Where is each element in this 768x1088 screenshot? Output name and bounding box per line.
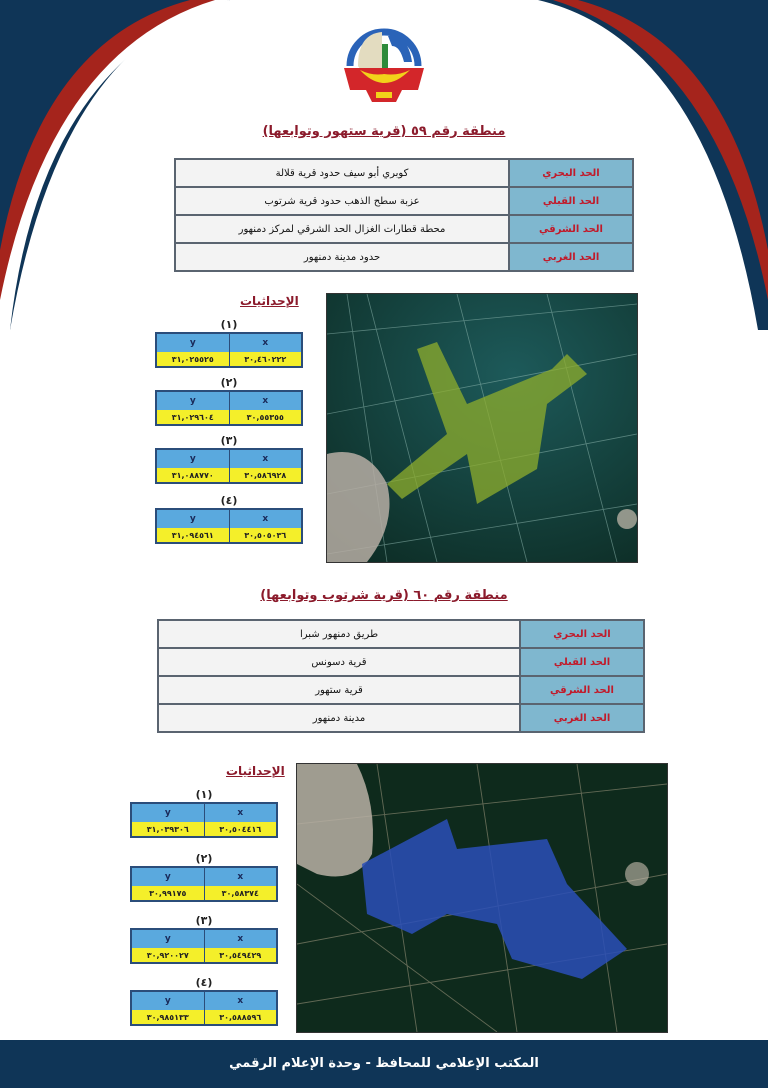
governorate-emblem-icon: [338, 16, 430, 106]
boundary-value: قرية ستهور: [158, 676, 520, 704]
y-value: ٣١,٠٢٥٥٢٥: [156, 352, 229, 367]
x-header: x: [204, 803, 277, 822]
x-header: x: [204, 929, 277, 948]
x-value: ٣٠,٤٦٠٢٢٢: [229, 352, 302, 367]
coordinates-title: الإحداثيات: [240, 294, 299, 308]
x-value: ٣٠,٥٨٦٩٢٨: [229, 468, 302, 483]
x-value: ٣٠,٥٠٤٤١٦: [204, 822, 277, 837]
y-header: y: [156, 509, 229, 528]
coordinate-index: (٣): [220, 434, 238, 447]
x-header: x: [204, 991, 277, 1010]
boundary-label: الحد الشرقي: [520, 676, 644, 704]
zone-title: منطقة رقم ٥٩ (قرية ستهور وتوابعها): [262, 124, 506, 139]
y-value: ٣١,٠٨٨٧٧٠: [156, 468, 229, 483]
coordinate-index: (٤): [195, 976, 213, 989]
boundary-value: كوبري أبو سيف حدود قرية قلالة: [175, 159, 509, 187]
y-value: ٣٠,٩٨٥١٣٣: [131, 1010, 204, 1025]
satellite-map-zone-60: [296, 763, 668, 1033]
x-value: ٣٠,٥٤٩٤٢٩: [204, 948, 277, 963]
x-value: ٣٠,٥٨٨٥٩٦: [204, 1010, 277, 1025]
table-row: [175, 215, 633, 243]
coordinate-index: (١): [195, 788, 213, 801]
table-row: [175, 159, 633, 187]
coordinate-block: [130, 976, 278, 1026]
x-header: x: [204, 867, 277, 886]
boundary-label: الحد الغربي: [509, 243, 633, 271]
boundary-value: مدينة دمنهور: [158, 704, 520, 732]
coordinate-index: (٢): [195, 852, 213, 865]
coordinate-index: (١): [220, 318, 238, 331]
table-row: [158, 676, 644, 704]
boundary-label: الحد القبلي: [509, 187, 633, 215]
table-row: [158, 648, 644, 676]
x-header: x: [229, 391, 302, 410]
boundary-value: عزبة سطح الذهب حدود قرية شرتوب: [175, 187, 509, 215]
y-value: ٣٠,٩٢٠٠٢٧: [131, 948, 204, 963]
x-value: ٣٠,٥٨٣٧٤: [204, 886, 277, 901]
y-value: ٣١,٠٩٤٥٦١: [156, 528, 229, 543]
boundaries-table: [157, 619, 645, 733]
coordinate-block: [155, 434, 303, 484]
y-header: y: [131, 867, 204, 886]
table-row: [158, 620, 644, 648]
footer-banner: المكتب الإعلامي للمحافظ - وحدة الإعلام الرقمي: [0, 1040, 768, 1088]
y-header: y: [131, 803, 204, 822]
y-value: ٣٠,٩٩١٧٥: [131, 886, 204, 901]
zone-title: منطقة رقم ٦٠ (قرية شرتوب وتوابعها): [260, 588, 508, 603]
coordinate-block: [130, 914, 278, 964]
boundaries-table: [174, 158, 634, 272]
coordinate-block: [130, 788, 278, 838]
coordinate-block: [155, 318, 303, 368]
satellite-map-zone-59: [326, 293, 638, 563]
table-row: [175, 187, 633, 215]
y-header: y: [156, 391, 229, 410]
boundary-value: محطة قطارات الغزال الحد الشرقي لمركز دمنهور: [175, 215, 509, 243]
y-header: y: [156, 333, 229, 352]
y-header: y: [131, 991, 204, 1010]
boundary-label: الحد الشرقي: [509, 215, 633, 243]
boundary-label: الحد البحري: [520, 620, 644, 648]
x-header: x: [229, 449, 302, 468]
coordinates-title: الإحداثيات: [226, 764, 285, 778]
coordinate-block: [130, 852, 278, 902]
coordinate-block: [155, 376, 303, 426]
y-value: ٣١,٠٢٩٦٠٤: [156, 410, 229, 425]
table-row: [175, 243, 633, 271]
y-header: y: [131, 929, 204, 948]
y-header: y: [156, 449, 229, 468]
coordinate-index: (٤): [220, 494, 238, 507]
x-value: ٣٠,٥٠٥٠٣٦: [229, 528, 302, 543]
boundary-value: حدود مدينة دمنهور: [175, 243, 509, 271]
boundary-value: قرية دسونس: [158, 648, 520, 676]
x-header: x: [229, 333, 302, 352]
coordinate-block: [155, 494, 303, 544]
boundary-label: الحد البحري: [509, 159, 633, 187]
coordinate-index: (٢): [220, 376, 238, 389]
boundary-label: الحد القبلي: [520, 648, 644, 676]
boundary-label: الحد الغربي: [520, 704, 644, 732]
x-header: x: [229, 509, 302, 528]
y-value: ٣١,٠٣٩٣٠٦: [131, 822, 204, 837]
table-row: [158, 704, 644, 732]
coordinate-index: (٣): [195, 914, 213, 927]
x-value: ٣٠,٥٥٣٥٥: [229, 410, 302, 425]
boundary-value: طريق دمنهور شبرا: [158, 620, 520, 648]
